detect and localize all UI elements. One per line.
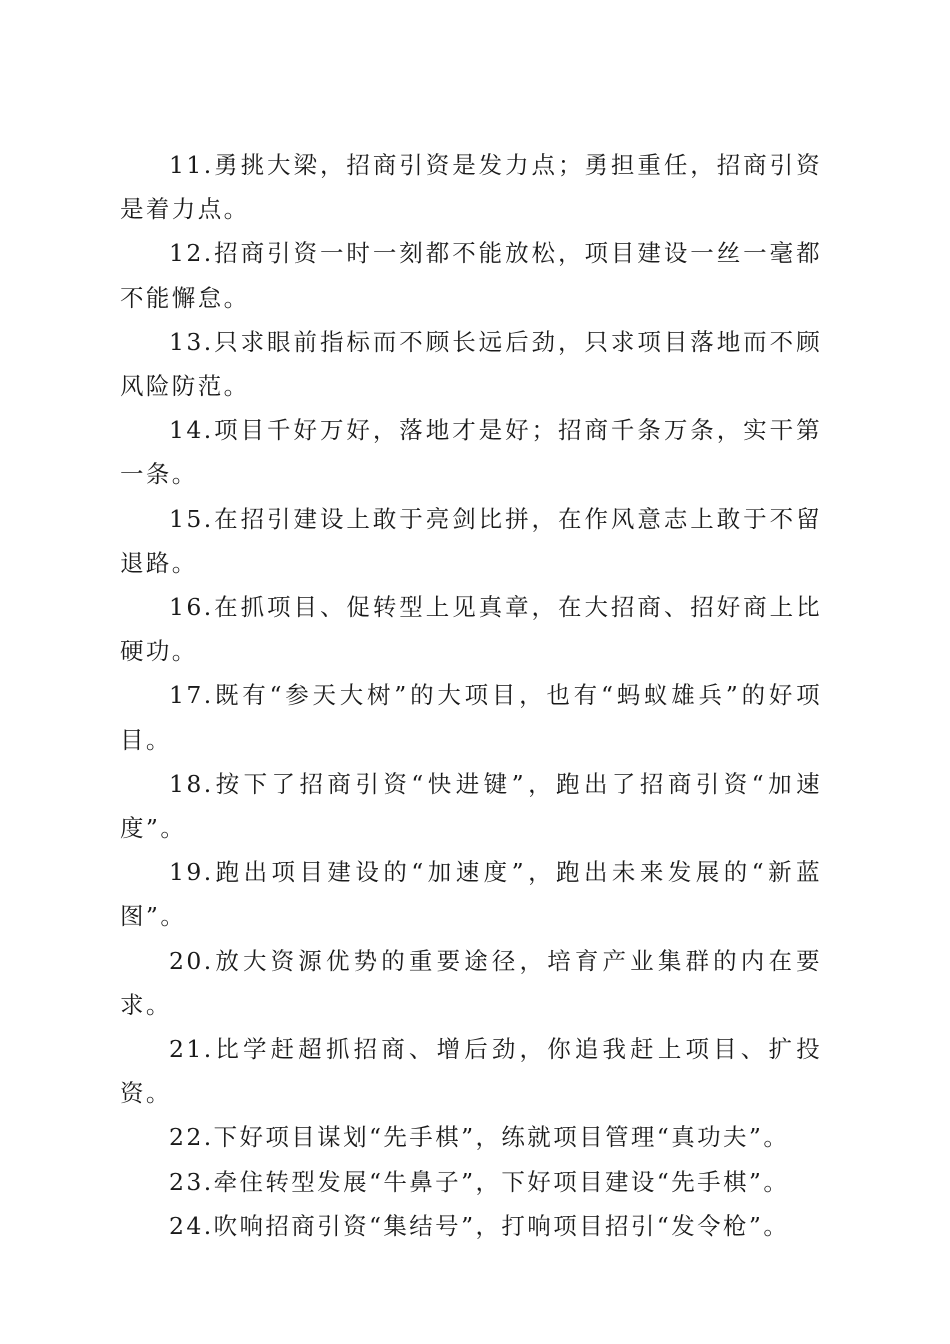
- paragraph-11: 11.勇挑大梁，招商引资是发力点；勇担重任，招商引资是着力点。: [120, 151, 822, 224]
- paragraph-20: 20.放大资源优势的重要途径，培育产业集群的内在要求。: [120, 946, 822, 1019]
- paragraph-12: 12.招商引资一时一刻都不能放松，项目建设一丝一毫都不能懈怠。: [120, 239, 822, 312]
- paragraph-21: 21.比学赶超抓招商、增后劲，你追我赶上项目、扩投资。: [120, 1035, 822, 1108]
- paragraph-15: 15.在招引建设上敢于亮剑比拼，在作风意志上敢于不留退路。: [120, 504, 822, 577]
- paragraph-17: 17.既有“参天大树”的大项目，也有“蚂蚁雄兵”的好项目。: [120, 681, 822, 754]
- document-body: [120, 143, 822, 1248]
- paragraph-23: 23.牵住转型发展“牛鼻子”，下好项目建设“先手棋”。: [169, 1167, 790, 1196]
- paragraph-13: 13.只求眼前指标而不顾长远后劲，只求项目落地而不顾风险防范。: [120, 327, 822, 401]
- paragraph-14: 14.项目千好万好，落地才是好；招商千条万条，实干第一条。: [120, 416, 822, 489]
- paragraph-18: 18.按下了招商引资“快进键”，跑出了招商引资“加速度”。: [120, 769, 822, 843]
- paragraph-24: 24.吹响招商引资“集结号”，打响项目招引“发令枪”。: [169, 1211, 790, 1240]
- paragraph-19: 19.跑出项目建设的“加速度”，跑出未来发展的“新蓝图”。: [120, 858, 822, 931]
- paragraph-22: 22.下好项目谋划“先手棋”，练就项目管理“真功夫”。: [169, 1123, 790, 1152]
- paragraph-16: 16.在抓项目、促转型上见真章，在大招商、招好商上比硬功。: [120, 593, 822, 666]
